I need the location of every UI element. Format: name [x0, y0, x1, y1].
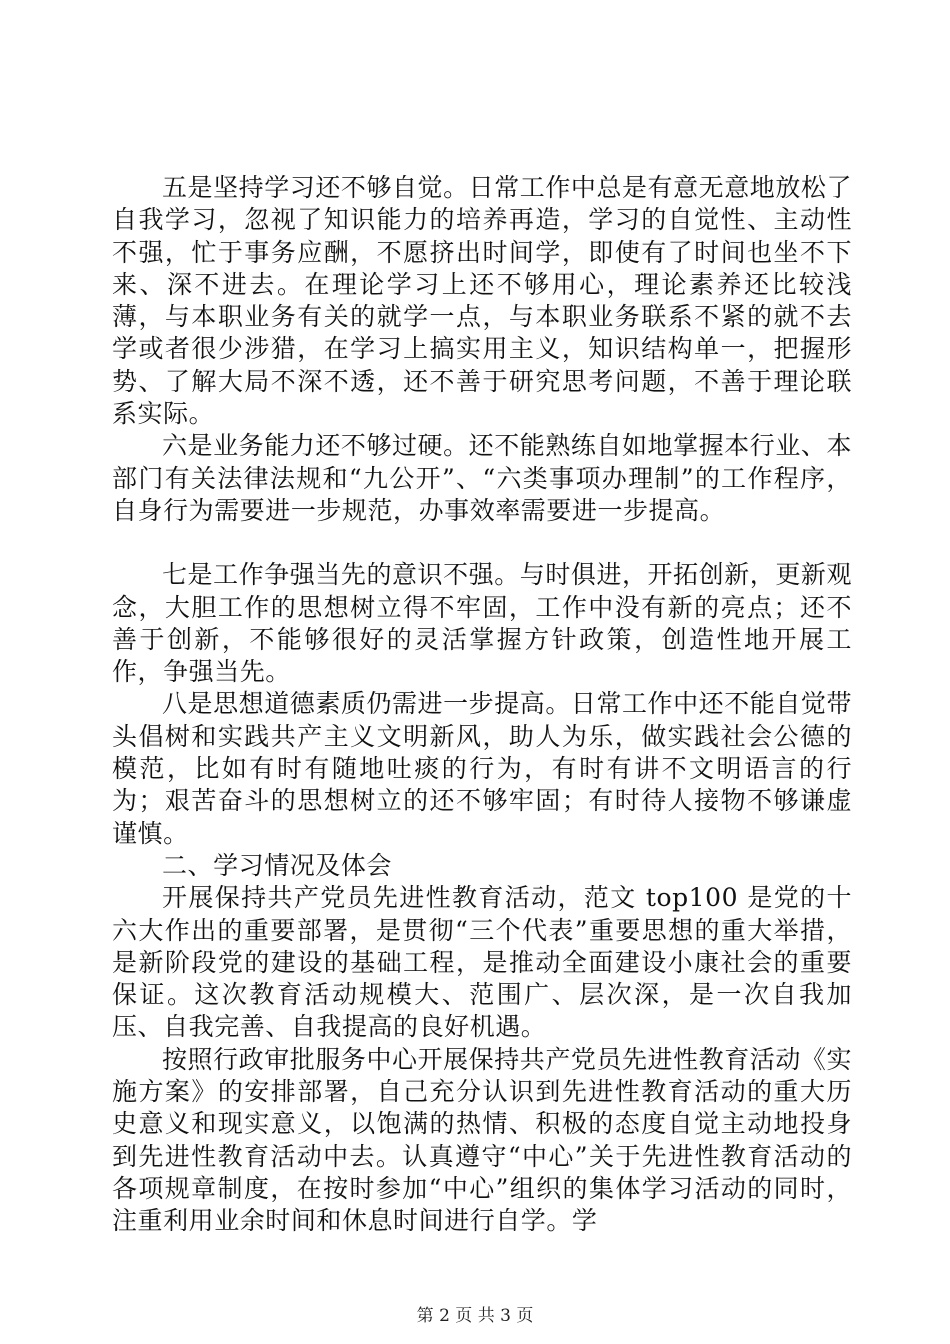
paragraph-six: 六是业务能力还不够过硬。还不能熟练自如地掌握本行业、本部门有关法律法规和“九公开”、“六类事项办理制”的工作程序，自身行为需要进一步规范，办事效率需要进一步提高。: [112, 431, 852, 525]
paragraph-activity: 开展保持共产党员先进性教育活动，范文 top100 是党的十六大作出的重要部署，是贯彻“三个代表”重要思想的重大举措，是新阶段党的建设的基础工程，是推动全面建设小康社会的重要保证。这次教育活动规模大、范围广、层次深，是一次自我加压、自我完善、自我提高的良好机遇。: [112, 883, 852, 1042]
section-heading: 二、学习情况及体会: [162, 850, 392, 880]
document-body: [112, 172, 852, 1238]
paragraph-five: 五是坚持学习还不够自觉。日常工作中总是有意无意地放松了自我学习，忽视了知识能力的培养再造，学习的自觉性、主动性不强，忙于事务应酬，不愿挤出时间学，即使有了时间也坐不下来、深不进去。在理论学习上还不够用心，理论素养还比较浅薄，与本职业务有关的就学一点，与本职业务联系不紧的就不去学或者很少涉猎，在学习上搞实用主义，知识结构单一，把握形势、了解大局不深不透，还不善于研究思考问题，不善于理论联系实际。: [112, 173, 852, 429]
paragraph-seven: 七是工作争强当先的意识不强。与时俱进，开拓创新，更新观念，大胆工作的思想树立得不牢固，工作中没有新的亮点；还不善于创新，不能够很好的灵活掌握方针政策，创造性地开展工作，争强当先。: [112, 560, 852, 687]
page-footer: 第 2 页 共 3 页: [416, 1306, 534, 1326]
paragraph-eight: 八是思想道德素质仍需进一步提高。日常工作中还不能自觉带头倡树和实践共产主义文明新风，助人为乐，做实践社会公德的模范，比如有时有随地吐痰的行为，有时有讲不文明语言的行为；艰苦奋斗的思想树立的还不够牢固；有时待人接物不够谦虚谨慎。: [112, 689, 852, 848]
paragraph-plan: 按照行政审批服务中心开展保持共产党员先进性教育活动《实施方案》的安排部署，自己充分认识到先进性教育活动的重大历史意义和现实意义，以饱满的热情、积极的态度自觉主动地投身到先进性教育活动中去。认真遵守“中心”关于先进性教育活动的各项规章制度，在按时参加“中心”组织的集体学习活动的同时，注重利用业余时间和休息时间进行自学。学: [112, 1044, 852, 1236]
